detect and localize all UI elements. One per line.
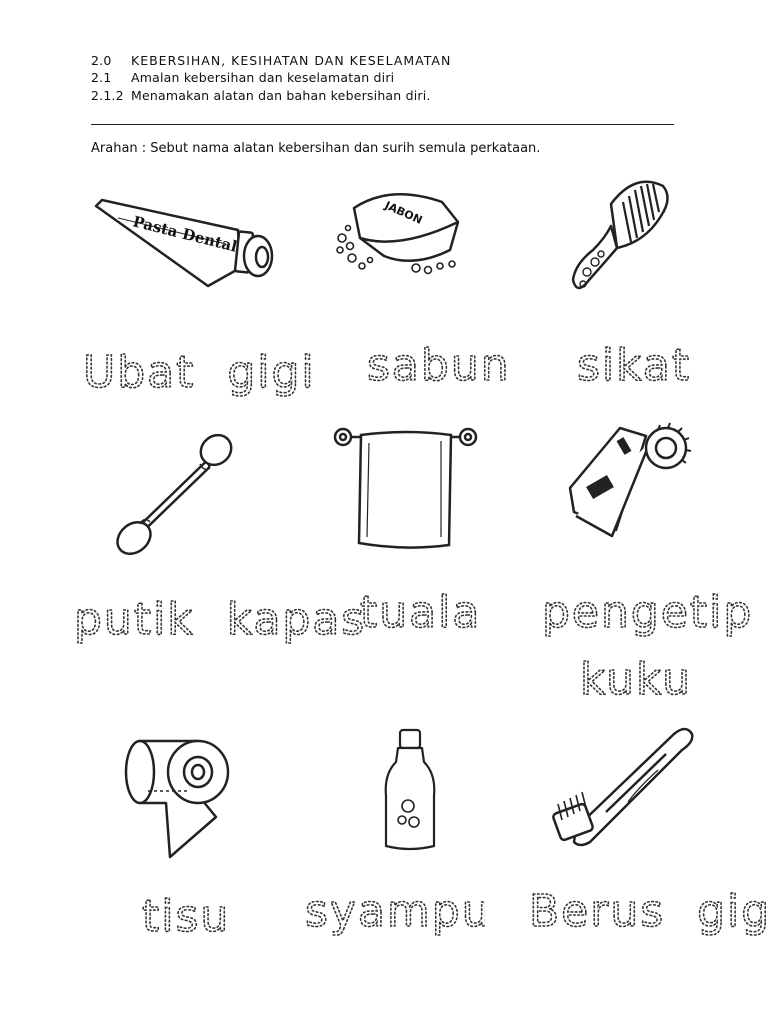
svg-text:sikat [577, 340, 691, 391]
soap-label: JABON [382, 198, 425, 227]
towel-icon [333, 425, 478, 555]
header-topic: 2.0 KEBERSIHAN, KESIHATAN DAN KESELAMATAN [91, 53, 452, 68]
svg-text:tuala [360, 587, 481, 638]
trace-word-sabun [365, 336, 520, 396]
trace-word-pengetip [540, 583, 768, 643]
toothbrush-icon [548, 724, 696, 852]
cotton-bud-icon [110, 430, 240, 560]
trace-word-sikat [575, 336, 730, 396]
header-learning-standard: 2.1.2 Menamakan alatan dan bahan kebersihan diri. [91, 88, 431, 103]
toothpaste-icon [90, 188, 275, 298]
tissue-roll-icon [118, 733, 236, 863]
trace-word-tisu [140, 887, 268, 947]
svg-text:putik kapas [74, 594, 366, 645]
header-divider [91, 124, 674, 125]
svg-text:pengetip [542, 587, 753, 638]
svg-text:kuku [580, 654, 692, 705]
svg-text:tisu [142, 891, 230, 942]
toothpaste-label: Pasta Dental [131, 212, 239, 256]
shampoo-icon [380, 726, 440, 854]
trace-word-ubat-gigi [81, 343, 371, 403]
svg-text:Berus gigi [529, 886, 768, 937]
nail-clipper-icon [562, 420, 692, 542]
trace-word-kuku [578, 650, 706, 710]
svg-text:sabun [367, 340, 511, 391]
svg-text:Ubat gigi [83, 347, 316, 398]
trace-word-tuala [358, 583, 513, 643]
svg-text:syampu [305, 886, 485, 937]
comb-icon [565, 172, 675, 300]
header-subtopic: 2.1 Amalan kebersihan dan keselamatan diri [91, 70, 395, 85]
instruction-text: Arahan : Sebut nama alatan kebersihan dan surih semula perkataan. [91, 141, 541, 156]
trace-word-syampu [303, 882, 485, 942]
trace-word-berus-gigi [527, 882, 768, 942]
soap-icon [330, 186, 465, 281]
